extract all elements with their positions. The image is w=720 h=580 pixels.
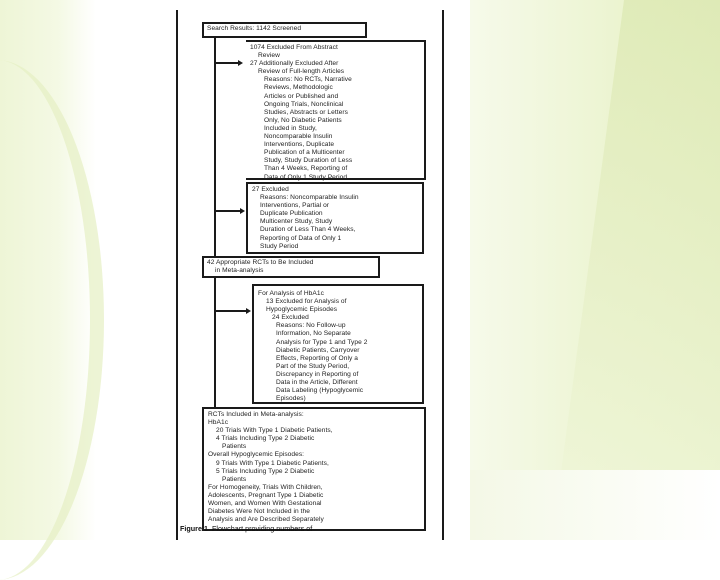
rcts-included-box: [202, 407, 426, 531]
box-text-line: RCTs Included in Meta-analysis:: [208, 411, 304, 418]
box-text-line: Data of Only 1 Study Period: [264, 173, 348, 181]
box-text-line: Reasons: No RCTs, Narrative: [264, 76, 352, 84]
arrow-to-excluded-27: [240, 208, 245, 214]
arrow-to-hba1c: [246, 308, 251, 314]
box-text-line: Women, and Women With Gestational: [208, 500, 322, 508]
box-text-line: Study, Study Duration of Less: [264, 157, 353, 165]
excluded-abstract-box: [246, 40, 426, 180]
caption-text: Flowchart providing numbers of: [209, 524, 313, 533]
hba1c-analysis-box: [252, 284, 424, 404]
box-text-line: Discrepancy in Reporting of: [276, 370, 359, 378]
box-text-line: 42 Appropriate RCTs to Be Included: [207, 259, 314, 266]
box-text-line: Adolescents, Pregnant Type 1 Diabetic: [208, 491, 324, 499]
connector-to-excluded-abstract: [214, 62, 238, 64]
connector-to-excluded-27: [214, 210, 240, 212]
connector-main-top: [214, 38, 216, 258]
box-text-line: Review of Full-length Articles: [258, 68, 345, 76]
connector-to-hba1c: [214, 310, 246, 312]
box-text-line: Study Period: [260, 242, 299, 250]
box-text-line: Overall Hypoglycemic Episodes:: [208, 451, 305, 459]
box-text-line: in Meta-analysis: [215, 267, 264, 275]
box-text-line: Reasons: No Follow-up: [276, 322, 346, 330]
box-text-line: Part of the Study Period,: [276, 362, 350, 370]
document-page: [176, 10, 444, 540]
box-text-line: Included in Study,: [264, 124, 317, 132]
box-text-line: Reviews, Methodologic: [264, 84, 333, 92]
box-text-line: For Analysis of HbA1c: [258, 290, 324, 297]
box-text-line: Hypoglycemic Episodes: [266, 306, 338, 314]
box-text-line: Diabetes Were Not Included in the: [208, 508, 310, 516]
box-text-line: Reasons: Noncomparable Insulin: [260, 194, 359, 202]
box-text-line: HbA1c: [208, 419, 229, 427]
box-text-line: Duplicate Publication: [260, 210, 323, 218]
box-text-line: Information, No Separate: [276, 330, 351, 338]
box-text-line: Effects, Reporting of Only a: [276, 354, 358, 362]
box-text-line: Interventions, Duplicate: [264, 141, 335, 149]
figure-caption: [180, 524, 444, 533]
box-text-line: Articles or Published and: [264, 92, 339, 100]
connector-main-bottom: [214, 278, 216, 408]
box-text-line: 27 Additionally Excluded After: [250, 60, 339, 68]
box-text-line: Diabetic Patients, Carryover: [276, 346, 360, 354]
box-text-line: Publication of a Multicenter: [264, 149, 345, 157]
box-text-line: Data in the Article, Different: [276, 379, 358, 387]
appropriate-rcts-box: [202, 256, 380, 278]
box-text-line: Patients: [222, 475, 247, 483]
page-left-rule: [176, 10, 178, 540]
box-text-line: For Homogeneity, Trials With Children,: [208, 483, 323, 491]
box-text-line: 5 Trials Including Type 2 Diabetic: [216, 467, 315, 475]
box-text-line: Search Results: 1142 Screened: [207, 25, 302, 32]
box-text-line: Multicenter Study, Study: [260, 218, 333, 226]
box-text-line: 24 Excluded: [272, 314, 309, 322]
box-text-line: Studies, Abstracts or Letters: [264, 108, 348, 116]
box-text-line: Than 4 Weeks, Reporting of: [264, 165, 348, 173]
box-text-line: Data Labeling (Hypoglycemic: [276, 387, 364, 395]
box-text-line: Patients: [222, 443, 247, 451]
search-results-box: [202, 22, 367, 38]
box-text-line: 9 Trials With Type 1 Diabetic Patients,: [216, 459, 329, 467]
arrow-to-excluded-abstract: [238, 60, 243, 66]
box-text-line: Duration of Less Than 4 Weeks,: [260, 226, 356, 234]
box-text-line: 27 Excluded: [252, 186, 289, 193]
box-text-line: 13 Excluded for Analysis of: [266, 298, 347, 306]
box-text-line: Analysis for Type 1 and Type 2: [276, 338, 368, 346]
caption-label: Figure 1.: [180, 524, 210, 533]
box-text-line: Only, No Diabetic Patients: [264, 116, 342, 124]
page-right-rule: [442, 10, 444, 540]
background-bottom-bar: [470, 470, 720, 540]
box-text-line: 20 Trials With Type 1 Diabetic Patients,: [216, 427, 333, 435]
box-text-line: 4 Trials Including Type 2 Diabetic: [216, 435, 315, 443]
box-text-line: Noncomparable Insulin: [264, 133, 333, 141]
box-text-line: Ongoing Trials, Nonclinical: [264, 100, 344, 108]
box-text-line: Analysis and Are Described Separately: [208, 516, 324, 524]
box-text-line: Interventions, Partial or: [260, 202, 330, 210]
box-text-line: 1074 Excluded From Abstract: [250, 44, 338, 51]
box-text-line: Review: [258, 52, 280, 60]
excluded-27-box: [246, 182, 424, 254]
box-text-line: Episodes): [276, 395, 306, 403]
box-text-line: Reporting of Data of Only 1: [260, 234, 342, 242]
